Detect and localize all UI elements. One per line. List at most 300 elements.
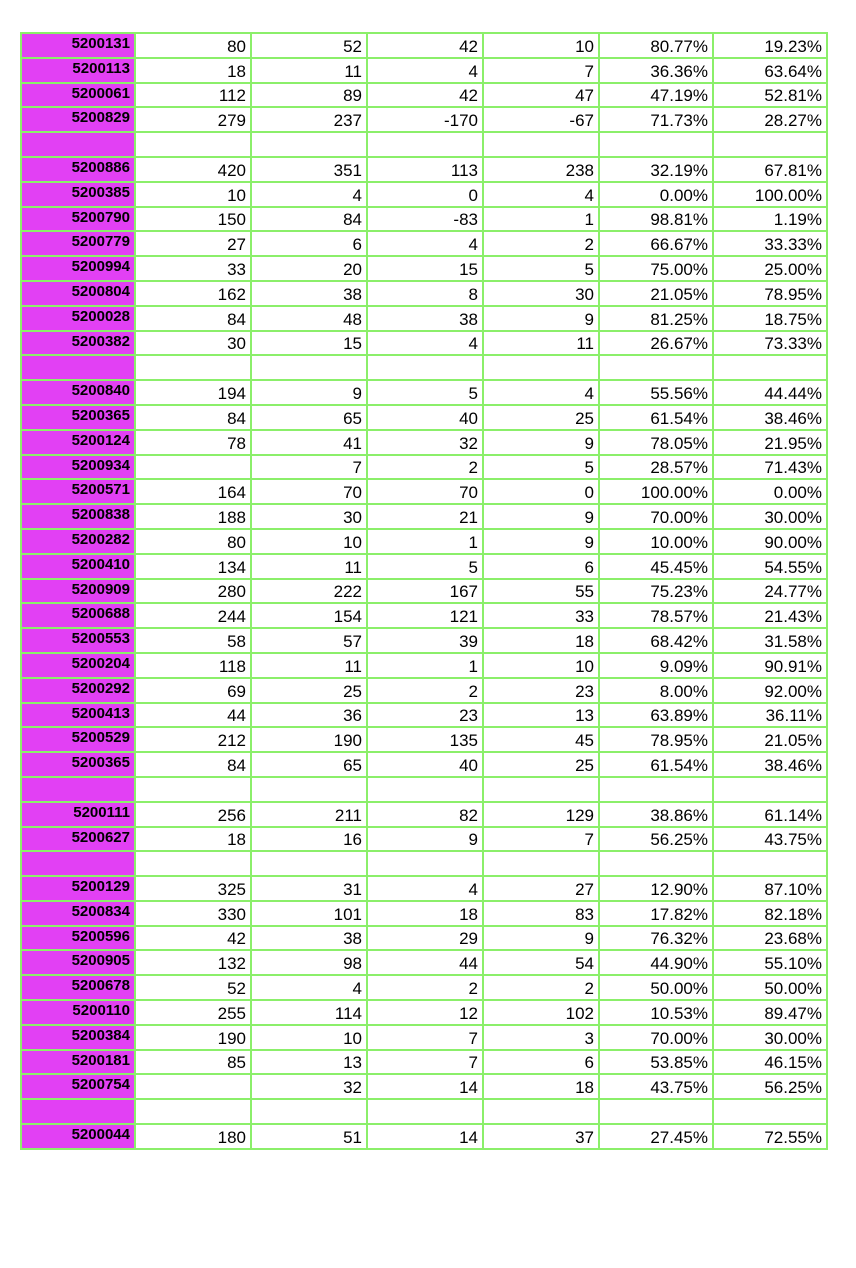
percent-cell[interactable]: 92.00% bbox=[713, 678, 827, 703]
percent-cell[interactable]: 36.36% bbox=[599, 58, 713, 83]
value-cell[interactable]: 5 bbox=[367, 380, 483, 405]
value-cell[interactable]: 42 bbox=[367, 33, 483, 58]
percent-cell[interactable]: 71.73% bbox=[599, 107, 713, 132]
value-cell[interactable]: 10 bbox=[251, 529, 367, 554]
value-cell[interactable] bbox=[135, 1099, 251, 1124]
value-cell[interactable]: 150 bbox=[135, 207, 251, 232]
value-cell[interactable]: 102 bbox=[483, 1000, 599, 1025]
percent-cell[interactable]: 70.00% bbox=[599, 504, 713, 529]
value-cell[interactable]: 222 bbox=[251, 579, 367, 604]
value-cell[interactable]: 244 bbox=[135, 603, 251, 628]
percent-cell[interactable] bbox=[599, 132, 713, 157]
id-cell[interactable] bbox=[21, 1099, 135, 1124]
percent-cell[interactable]: 72.55% bbox=[713, 1124, 827, 1149]
value-cell[interactable]: 7 bbox=[483, 827, 599, 852]
id-cell[interactable]: 5200061 bbox=[21, 83, 135, 108]
value-cell[interactable]: 27 bbox=[483, 876, 599, 901]
percent-cell[interactable]: 61.54% bbox=[599, 752, 713, 777]
value-cell[interactable]: 18 bbox=[483, 628, 599, 653]
id-cell[interactable]: 5200571 bbox=[21, 479, 135, 504]
percent-cell[interactable]: 38.46% bbox=[713, 752, 827, 777]
id-cell[interactable]: 5200113 bbox=[21, 58, 135, 83]
percent-cell[interactable]: 70.00% bbox=[599, 1025, 713, 1050]
value-cell[interactable]: 2 bbox=[367, 455, 483, 480]
percent-cell[interactable]: 67.81% bbox=[713, 157, 827, 182]
value-cell[interactable]: 83 bbox=[483, 901, 599, 926]
value-cell[interactable]: 89 bbox=[251, 83, 367, 108]
id-cell[interactable]: 5200028 bbox=[21, 306, 135, 331]
percent-cell[interactable]: 80.77% bbox=[599, 33, 713, 58]
value-cell[interactable]: 134 bbox=[135, 554, 251, 579]
value-cell[interactable]: 129 bbox=[483, 802, 599, 827]
value-cell[interactable]: 1 bbox=[367, 653, 483, 678]
id-cell[interactable]: 5200129 bbox=[21, 876, 135, 901]
value-cell[interactable] bbox=[135, 1074, 251, 1099]
id-cell[interactable]: 5200829 bbox=[21, 107, 135, 132]
value-cell[interactable]: 85 bbox=[135, 1050, 251, 1075]
percent-cell[interactable]: 38.46% bbox=[713, 405, 827, 430]
percent-cell[interactable]: 27.45% bbox=[599, 1124, 713, 1149]
value-cell[interactable]: 7 bbox=[367, 1050, 483, 1075]
percent-cell[interactable]: 55.10% bbox=[713, 950, 827, 975]
value-cell[interactable]: 190 bbox=[251, 727, 367, 752]
value-cell[interactable]: 6 bbox=[483, 1050, 599, 1075]
id-cell[interactable] bbox=[21, 132, 135, 157]
value-cell[interactable]: 5 bbox=[483, 256, 599, 281]
value-cell[interactable]: 25 bbox=[251, 678, 367, 703]
value-cell[interactable]: 33 bbox=[483, 603, 599, 628]
value-cell[interactable]: 4 bbox=[251, 182, 367, 207]
percent-cell[interactable] bbox=[713, 355, 827, 380]
id-cell[interactable]: 5200804 bbox=[21, 281, 135, 306]
value-cell[interactable]: 0 bbox=[367, 182, 483, 207]
value-cell[interactable]: 38 bbox=[367, 306, 483, 331]
percent-cell[interactable]: 43.75% bbox=[713, 827, 827, 852]
value-cell[interactable]: 118 bbox=[135, 653, 251, 678]
value-cell[interactable]: 30 bbox=[135, 331, 251, 356]
value-cell[interactable]: 10 bbox=[135, 182, 251, 207]
value-cell[interactable] bbox=[367, 132, 483, 157]
percent-cell[interactable]: 50.00% bbox=[599, 975, 713, 1000]
percent-cell[interactable]: 98.81% bbox=[599, 207, 713, 232]
id-cell[interactable] bbox=[21, 851, 135, 876]
value-cell[interactable]: 238 bbox=[483, 157, 599, 182]
value-cell[interactable] bbox=[367, 851, 483, 876]
value-cell[interactable]: 167 bbox=[367, 579, 483, 604]
id-cell[interactable]: 5200124 bbox=[21, 430, 135, 455]
percent-cell[interactable]: 52.81% bbox=[713, 83, 827, 108]
value-cell[interactable]: 15 bbox=[251, 331, 367, 356]
value-cell[interactable]: 8 bbox=[367, 281, 483, 306]
percent-cell[interactable]: 28.57% bbox=[599, 455, 713, 480]
id-cell[interactable]: 5200204 bbox=[21, 653, 135, 678]
percent-cell[interactable]: 46.15% bbox=[713, 1050, 827, 1075]
id-cell[interactable]: 5200834 bbox=[21, 901, 135, 926]
value-cell[interactable]: 82 bbox=[367, 802, 483, 827]
id-cell[interactable]: 5200131 bbox=[21, 33, 135, 58]
value-cell[interactable] bbox=[251, 1099, 367, 1124]
value-cell[interactable]: 31 bbox=[251, 876, 367, 901]
percent-cell[interactable]: 75.00% bbox=[599, 256, 713, 281]
value-cell[interactable]: 5 bbox=[367, 554, 483, 579]
value-cell[interactable]: 57 bbox=[251, 628, 367, 653]
percent-cell[interactable] bbox=[599, 1099, 713, 1124]
percent-cell[interactable]: 0.00% bbox=[713, 479, 827, 504]
value-cell[interactable] bbox=[135, 777, 251, 802]
percent-cell[interactable]: 25.00% bbox=[713, 256, 827, 281]
value-cell[interactable]: 256 bbox=[135, 802, 251, 827]
percent-cell[interactable]: 45.45% bbox=[599, 554, 713, 579]
percent-cell[interactable]: 26.67% bbox=[599, 331, 713, 356]
value-cell[interactable]: 194 bbox=[135, 380, 251, 405]
percent-cell[interactable]: 63.64% bbox=[713, 58, 827, 83]
value-cell[interactable]: 11 bbox=[483, 331, 599, 356]
id-cell[interactable]: 5200410 bbox=[21, 554, 135, 579]
percent-cell[interactable]: 30.00% bbox=[713, 504, 827, 529]
value-cell[interactable]: 10 bbox=[483, 653, 599, 678]
percent-cell[interactable] bbox=[599, 851, 713, 876]
value-cell[interactable]: 1 bbox=[483, 207, 599, 232]
percent-cell[interactable]: 24.77% bbox=[713, 579, 827, 604]
percent-cell[interactable]: 21.05% bbox=[713, 727, 827, 752]
value-cell[interactable]: 70 bbox=[251, 479, 367, 504]
value-cell[interactable]: 23 bbox=[483, 678, 599, 703]
value-cell[interactable]: 13 bbox=[251, 1050, 367, 1075]
percent-cell[interactable]: 63.89% bbox=[599, 703, 713, 728]
id-cell[interactable] bbox=[21, 355, 135, 380]
value-cell[interactable]: 10 bbox=[251, 1025, 367, 1050]
value-cell[interactable]: 114 bbox=[251, 1000, 367, 1025]
id-cell[interactable]: 5200909 bbox=[21, 579, 135, 604]
percent-cell[interactable]: 12.90% bbox=[599, 876, 713, 901]
value-cell[interactable] bbox=[251, 851, 367, 876]
percent-cell[interactable]: 18.75% bbox=[713, 306, 827, 331]
value-cell[interactable] bbox=[483, 355, 599, 380]
value-cell[interactable]: 84 bbox=[251, 207, 367, 232]
value-cell[interactable]: 80 bbox=[135, 529, 251, 554]
value-cell[interactable] bbox=[251, 777, 367, 802]
value-cell[interactable] bbox=[251, 132, 367, 157]
id-cell[interactable]: 5200838 bbox=[21, 504, 135, 529]
value-cell[interactable]: 84 bbox=[135, 306, 251, 331]
value-cell[interactable] bbox=[483, 1099, 599, 1124]
percent-cell[interactable]: 44.90% bbox=[599, 950, 713, 975]
percent-cell[interactable]: 82.18% bbox=[713, 901, 827, 926]
value-cell[interactable]: 7 bbox=[251, 455, 367, 480]
value-cell[interactable]: 11 bbox=[251, 554, 367, 579]
value-cell[interactable]: 69 bbox=[135, 678, 251, 703]
value-cell[interactable]: 9 bbox=[367, 827, 483, 852]
value-cell[interactable]: 47 bbox=[483, 83, 599, 108]
value-cell[interactable]: 45 bbox=[483, 727, 599, 752]
percent-cell[interactable]: 54.55% bbox=[713, 554, 827, 579]
value-cell[interactable]: 84 bbox=[135, 405, 251, 430]
percent-cell[interactable] bbox=[713, 851, 827, 876]
id-cell[interactable]: 5200385 bbox=[21, 182, 135, 207]
value-cell[interactable] bbox=[367, 355, 483, 380]
value-cell[interactable]: 2 bbox=[367, 975, 483, 1000]
percent-cell[interactable]: 44.44% bbox=[713, 380, 827, 405]
value-cell[interactable]: 23 bbox=[367, 703, 483, 728]
value-cell[interactable]: 9 bbox=[483, 926, 599, 951]
value-cell[interactable]: 135 bbox=[367, 727, 483, 752]
value-cell[interactable]: 325 bbox=[135, 876, 251, 901]
value-cell[interactable]: 55 bbox=[483, 579, 599, 604]
value-cell[interactable]: 4 bbox=[367, 876, 483, 901]
value-cell[interactable]: 38 bbox=[251, 926, 367, 951]
percent-cell[interactable] bbox=[713, 132, 827, 157]
value-cell[interactable]: 20 bbox=[251, 256, 367, 281]
value-cell[interactable]: 38 bbox=[251, 281, 367, 306]
value-cell[interactable] bbox=[135, 455, 251, 480]
value-cell[interactable]: 52 bbox=[251, 33, 367, 58]
id-cell[interactable] bbox=[21, 777, 135, 802]
value-cell[interactable]: 2 bbox=[483, 231, 599, 256]
id-cell[interactable]: 5200044 bbox=[21, 1124, 135, 1149]
value-cell[interactable]: 32 bbox=[251, 1074, 367, 1099]
value-cell[interactable] bbox=[483, 777, 599, 802]
percent-cell[interactable]: 100.00% bbox=[599, 479, 713, 504]
id-cell[interactable]: 5200382 bbox=[21, 331, 135, 356]
value-cell[interactable]: 4 bbox=[483, 182, 599, 207]
percent-cell[interactable]: 21.43% bbox=[713, 603, 827, 628]
value-cell[interactable]: 9 bbox=[483, 529, 599, 554]
value-cell[interactable]: 6 bbox=[483, 554, 599, 579]
value-cell[interactable]: 84 bbox=[135, 752, 251, 777]
value-cell[interactable]: 154 bbox=[251, 603, 367, 628]
value-cell[interactable]: 36 bbox=[251, 703, 367, 728]
percent-cell[interactable]: 73.33% bbox=[713, 331, 827, 356]
percent-cell[interactable]: 56.25% bbox=[599, 827, 713, 852]
value-cell[interactable]: 237 bbox=[251, 107, 367, 132]
id-cell[interactable]: 5200688 bbox=[21, 603, 135, 628]
value-cell[interactable]: 78 bbox=[135, 430, 251, 455]
value-cell[interactable]: 54 bbox=[483, 950, 599, 975]
value-cell[interactable] bbox=[135, 851, 251, 876]
value-cell[interactable]: 279 bbox=[135, 107, 251, 132]
value-cell[interactable] bbox=[367, 1099, 483, 1124]
percent-cell[interactable]: 56.25% bbox=[713, 1074, 827, 1099]
percent-cell[interactable]: 87.10% bbox=[713, 876, 827, 901]
id-cell[interactable]: 5200905 bbox=[21, 950, 135, 975]
value-cell[interactable]: -67 bbox=[483, 107, 599, 132]
id-cell[interactable]: 5200282 bbox=[21, 529, 135, 554]
value-cell[interactable]: 180 bbox=[135, 1124, 251, 1149]
value-cell[interactable]: 98 bbox=[251, 950, 367, 975]
value-cell[interactable]: 121 bbox=[367, 603, 483, 628]
percent-cell[interactable]: 10.53% bbox=[599, 1000, 713, 1025]
id-cell[interactable]: 5200292 bbox=[21, 678, 135, 703]
percent-cell[interactable]: 89.47% bbox=[713, 1000, 827, 1025]
percent-cell[interactable]: 8.00% bbox=[599, 678, 713, 703]
percent-cell[interactable]: 43.75% bbox=[599, 1074, 713, 1099]
value-cell[interactable]: 280 bbox=[135, 579, 251, 604]
value-cell[interactable] bbox=[483, 132, 599, 157]
percent-cell[interactable]: 23.68% bbox=[713, 926, 827, 951]
percent-cell[interactable]: 50.00% bbox=[713, 975, 827, 1000]
value-cell[interactable]: 40 bbox=[367, 752, 483, 777]
value-cell[interactable]: 9 bbox=[483, 504, 599, 529]
value-cell[interactable]: 188 bbox=[135, 504, 251, 529]
id-cell[interactable]: 5200779 bbox=[21, 231, 135, 256]
value-cell[interactable]: 164 bbox=[135, 479, 251, 504]
value-cell[interactable]: 211 bbox=[251, 802, 367, 827]
id-cell[interactable]: 5200110 bbox=[21, 1000, 135, 1025]
value-cell[interactable]: 11 bbox=[251, 653, 367, 678]
id-cell[interactable]: 5200934 bbox=[21, 455, 135, 480]
percent-cell[interactable]: 71.43% bbox=[713, 455, 827, 480]
percent-cell[interactable]: 32.19% bbox=[599, 157, 713, 182]
id-cell[interactable]: 5200181 bbox=[21, 1050, 135, 1075]
value-cell[interactable]: 14 bbox=[367, 1074, 483, 1099]
value-cell[interactable] bbox=[135, 132, 251, 157]
percent-cell[interactable]: 33.33% bbox=[713, 231, 827, 256]
percent-cell[interactable]: 68.42% bbox=[599, 628, 713, 653]
id-cell[interactable]: 5200627 bbox=[21, 827, 135, 852]
value-cell[interactable]: 10 bbox=[483, 33, 599, 58]
value-cell[interactable] bbox=[251, 355, 367, 380]
value-cell[interactable]: 330 bbox=[135, 901, 251, 926]
value-cell[interactable]: 3 bbox=[483, 1025, 599, 1050]
value-cell[interactable]: 37 bbox=[483, 1124, 599, 1149]
value-cell[interactable] bbox=[367, 777, 483, 802]
percent-cell[interactable]: 90.00% bbox=[713, 529, 827, 554]
percent-cell[interactable]: 90.91% bbox=[713, 653, 827, 678]
value-cell[interactable]: 14 bbox=[367, 1124, 483, 1149]
percent-cell[interactable]: 78.95% bbox=[713, 281, 827, 306]
id-cell[interactable]: 5200886 bbox=[21, 157, 135, 182]
value-cell[interactable]: 11 bbox=[251, 58, 367, 83]
value-cell[interactable]: 42 bbox=[135, 926, 251, 951]
percent-cell[interactable]: 75.23% bbox=[599, 579, 713, 604]
id-cell[interactable]: 5200111 bbox=[21, 802, 135, 827]
value-cell[interactable]: 7 bbox=[367, 1025, 483, 1050]
percent-cell[interactable]: 28.27% bbox=[713, 107, 827, 132]
value-cell[interactable]: 2 bbox=[483, 975, 599, 1000]
percent-cell[interactable]: 17.82% bbox=[599, 901, 713, 926]
percent-cell[interactable]: 36.11% bbox=[713, 703, 827, 728]
value-cell[interactable] bbox=[483, 851, 599, 876]
value-cell[interactable]: 40 bbox=[367, 405, 483, 430]
id-cell[interactable]: 5200790 bbox=[21, 207, 135, 232]
value-cell[interactable]: 190 bbox=[135, 1025, 251, 1050]
percent-cell[interactable]: 53.85% bbox=[599, 1050, 713, 1075]
percent-cell[interactable]: 78.57% bbox=[599, 603, 713, 628]
value-cell[interactable]: 0 bbox=[483, 479, 599, 504]
value-cell[interactable]: 65 bbox=[251, 752, 367, 777]
value-cell[interactable]: 132 bbox=[135, 950, 251, 975]
value-cell[interactable]: 30 bbox=[251, 504, 367, 529]
value-cell[interactable]: 15 bbox=[367, 256, 483, 281]
value-cell[interactable] bbox=[135, 355, 251, 380]
value-cell[interactable]: 112 bbox=[135, 83, 251, 108]
value-cell[interactable]: 39 bbox=[367, 628, 483, 653]
value-cell[interactable]: 58 bbox=[135, 628, 251, 653]
value-cell[interactable]: 42 bbox=[367, 83, 483, 108]
id-cell[interactable]: 5200678 bbox=[21, 975, 135, 1000]
value-cell[interactable]: 18 bbox=[135, 827, 251, 852]
percent-cell[interactable]: 0.00% bbox=[599, 182, 713, 207]
value-cell[interactable]: 29 bbox=[367, 926, 483, 951]
value-cell[interactable]: 41 bbox=[251, 430, 367, 455]
percent-cell[interactable]: 61.14% bbox=[713, 802, 827, 827]
value-cell[interactable]: 12 bbox=[367, 1000, 483, 1025]
id-cell[interactable]: 5200994 bbox=[21, 256, 135, 281]
percent-cell[interactable]: 38.86% bbox=[599, 802, 713, 827]
value-cell[interactable]: 4 bbox=[251, 975, 367, 1000]
percent-cell[interactable]: 31.58% bbox=[713, 628, 827, 653]
value-cell[interactable]: 21 bbox=[367, 504, 483, 529]
value-cell[interactable]: 33 bbox=[135, 256, 251, 281]
value-cell[interactable]: 48 bbox=[251, 306, 367, 331]
value-cell[interactable]: 4 bbox=[367, 331, 483, 356]
value-cell[interactable]: 351 bbox=[251, 157, 367, 182]
value-cell[interactable]: 18 bbox=[135, 58, 251, 83]
value-cell[interactable]: 113 bbox=[367, 157, 483, 182]
value-cell[interactable]: 44 bbox=[367, 950, 483, 975]
percent-cell[interactable]: 10.00% bbox=[599, 529, 713, 554]
percent-cell[interactable]: 100.00% bbox=[713, 182, 827, 207]
value-cell[interactable]: 25 bbox=[483, 405, 599, 430]
id-cell[interactable]: 5200596 bbox=[21, 926, 135, 951]
value-cell[interactable]: 52 bbox=[135, 975, 251, 1000]
percent-cell[interactable]: 21.95% bbox=[713, 430, 827, 455]
percent-cell[interactable]: 47.19% bbox=[599, 83, 713, 108]
percent-cell[interactable]: 76.32% bbox=[599, 926, 713, 951]
percent-cell[interactable]: 81.25% bbox=[599, 306, 713, 331]
value-cell[interactable]: 4 bbox=[367, 231, 483, 256]
value-cell[interactable]: 420 bbox=[135, 157, 251, 182]
value-cell[interactable]: 25 bbox=[483, 752, 599, 777]
percent-cell[interactable] bbox=[713, 1099, 827, 1124]
value-cell[interactable]: 27 bbox=[135, 231, 251, 256]
value-cell[interactable]: 6 bbox=[251, 231, 367, 256]
id-cell[interactable]: 5200413 bbox=[21, 703, 135, 728]
percent-cell[interactable]: 61.54% bbox=[599, 405, 713, 430]
value-cell[interactable]: 5 bbox=[483, 455, 599, 480]
percent-cell[interactable]: 19.23% bbox=[713, 33, 827, 58]
value-cell[interactable]: 7 bbox=[483, 58, 599, 83]
percent-cell[interactable]: 21.05% bbox=[599, 281, 713, 306]
value-cell[interactable]: 9 bbox=[483, 306, 599, 331]
value-cell[interactable]: 4 bbox=[367, 58, 483, 83]
value-cell[interactable]: 80 bbox=[135, 33, 251, 58]
value-cell[interactable]: 1 bbox=[367, 529, 483, 554]
value-cell[interactable]: 70 bbox=[367, 479, 483, 504]
value-cell[interactable]: 32 bbox=[367, 430, 483, 455]
value-cell[interactable]: 65 bbox=[251, 405, 367, 430]
value-cell[interactable]: 13 bbox=[483, 703, 599, 728]
id-cell[interactable]: 5200529 bbox=[21, 727, 135, 752]
value-cell[interactable]: -170 bbox=[367, 107, 483, 132]
value-cell[interactable]: 255 bbox=[135, 1000, 251, 1025]
value-cell[interactable]: 162 bbox=[135, 281, 251, 306]
percent-cell[interactable]: 55.56% bbox=[599, 380, 713, 405]
value-cell[interactable]: 30 bbox=[483, 281, 599, 306]
value-cell[interactable]: -83 bbox=[367, 207, 483, 232]
value-cell[interactable]: 212 bbox=[135, 727, 251, 752]
value-cell[interactable]: 9 bbox=[251, 380, 367, 405]
value-cell[interactable]: 16 bbox=[251, 827, 367, 852]
value-cell[interactable]: 18 bbox=[367, 901, 483, 926]
value-cell[interactable]: 51 bbox=[251, 1124, 367, 1149]
value-cell[interactable]: 18 bbox=[483, 1074, 599, 1099]
percent-cell[interactable] bbox=[599, 777, 713, 802]
percent-cell[interactable]: 78.05% bbox=[599, 430, 713, 455]
percent-cell[interactable]: 30.00% bbox=[713, 1025, 827, 1050]
value-cell[interactable]: 101 bbox=[251, 901, 367, 926]
id-cell[interactable]: 5200384 bbox=[21, 1025, 135, 1050]
